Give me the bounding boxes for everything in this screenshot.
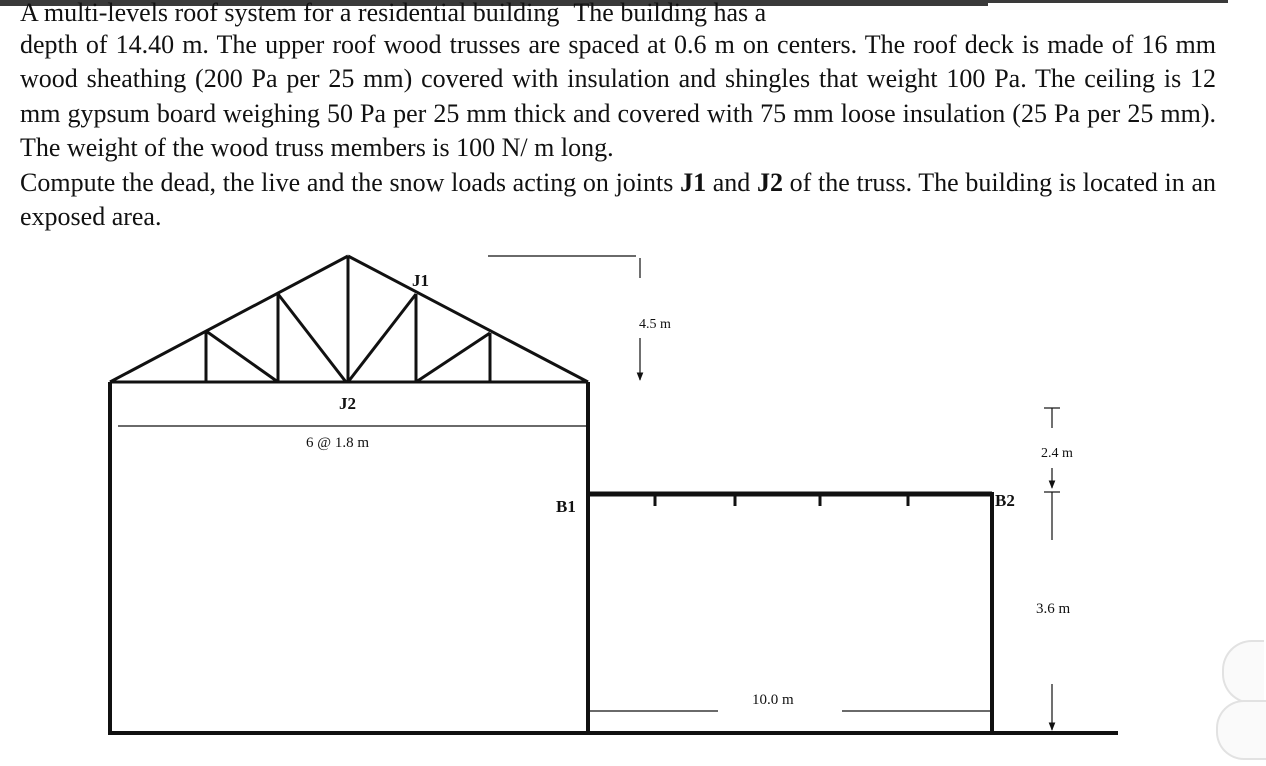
problem-paragraph: depth of 14.40 m. The upper roof wood trusses are spaced at 0.6 m on centers. The roof deck is made of 16 mm wood sheathing (200 Pa per 25 mm) covered with insulation and shingles that weight 100 Pa. The ceiling is 12 mm gypsum board weighing 50 Pa per 25 mm thick and covered with 75 mm loose insulation (25 Pa per 25 mm). The weight of the wood truss members is 100 N/ m long. <box>20 30 1216 163</box>
problem-statement <box>20 2 1216 234</box>
truss-diagonal <box>206 331 278 382</box>
joint-label-j2: J2 <box>339 394 356 413</box>
dim-lower-span: 10.0 m <box>752 692 794 708</box>
dim-truss-span: 6 @ 1.8 m <box>306 435 369 451</box>
dim-upper-offset: 2.4 m <box>1041 446 1073 461</box>
task-joint-j1: J1 <box>680 167 707 197</box>
scroll-edge-control[interactable] <box>1216 700 1266 760</box>
truss-top-chord-left <box>110 256 348 382</box>
problem-task: Compute the dead, the live and the snow loads acting on joints J1 and J2 of the truss. The building is located in an exposed area. <box>20 167 1216 232</box>
problem-line1-b: The building has a <box>573 0 767 27</box>
truss-diagonal <box>278 294 346 382</box>
joint-label-j1: J1 <box>412 271 429 290</box>
upper-roof-truss <box>110 256 588 382</box>
diagram-labels <box>306 271 1073 708</box>
dim-lower-height: 3.6 m <box>1036 601 1071 617</box>
building-outline <box>108 382 1118 733</box>
beam-label-b2: B2 <box>995 491 1015 510</box>
task-joint-j2: J2 <box>756 167 783 197</box>
beam-label-b1: B1 <box>556 497 576 516</box>
dim-truss-height: 4.5 m <box>639 317 671 332</box>
problem-first-line <box>20 0 1216 28</box>
problem-line1-a: A multi-levels roof system for a residential building <box>20 0 560 27</box>
truss-top-chord-right <box>348 256 588 382</box>
truss-diagonal <box>348 294 416 382</box>
roof-structure-diagram <box>0 240 1266 766</box>
truss-diagonal <box>416 333 490 382</box>
